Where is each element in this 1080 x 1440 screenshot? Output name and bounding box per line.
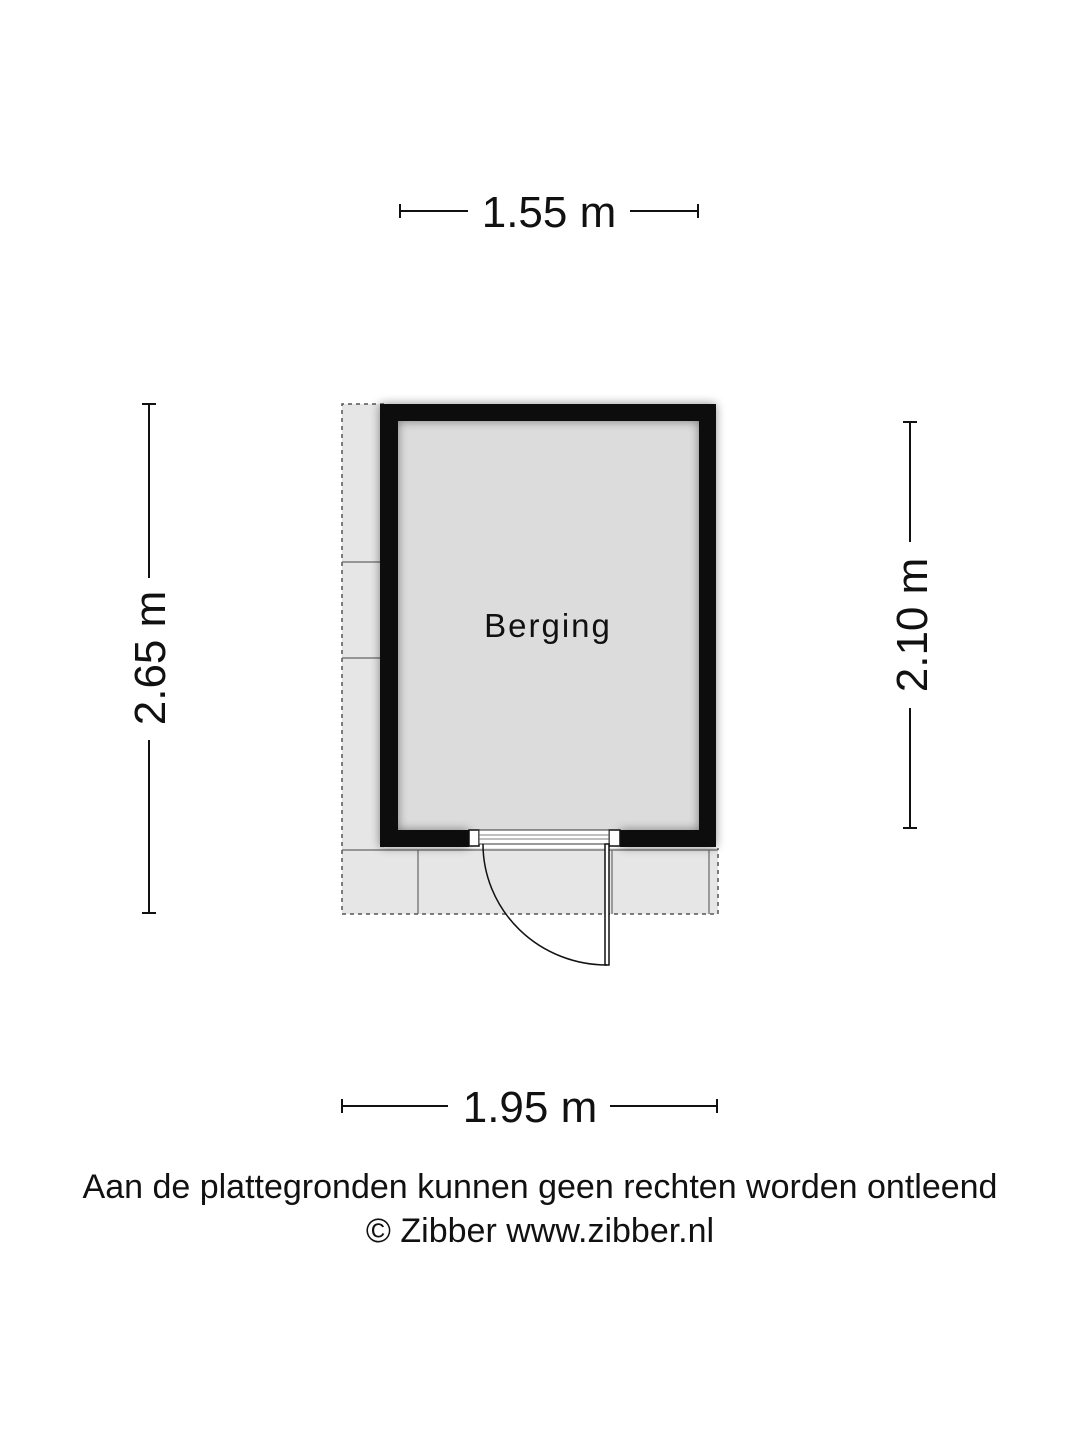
door-jamb-right xyxy=(609,830,620,846)
dimension-bottom xyxy=(342,1083,717,1132)
dimension-left-label: 2.65 m xyxy=(126,590,175,726)
dimension-left xyxy=(126,404,175,913)
dimension-right-label: 2.10 m xyxy=(888,557,937,693)
dimension-bottom-label: 1.95 m xyxy=(462,1083,598,1132)
dimension-top xyxy=(400,188,698,237)
paving-bottom-strip xyxy=(342,848,718,914)
paving-left-strip xyxy=(342,404,384,848)
door-threshold xyxy=(479,830,609,844)
dimension-top-label: 1.55 m xyxy=(481,188,617,237)
dimension-right xyxy=(888,422,937,828)
door-leaf xyxy=(605,844,609,965)
copyright-text: © Zibber www.zibber.nl xyxy=(365,1212,715,1250)
room-label: Berging xyxy=(484,607,612,644)
disclaimer-text: Aan de plattegronden kunnen geen rechten worden ontleend xyxy=(82,1168,998,1206)
door-jamb-left xyxy=(469,830,479,846)
